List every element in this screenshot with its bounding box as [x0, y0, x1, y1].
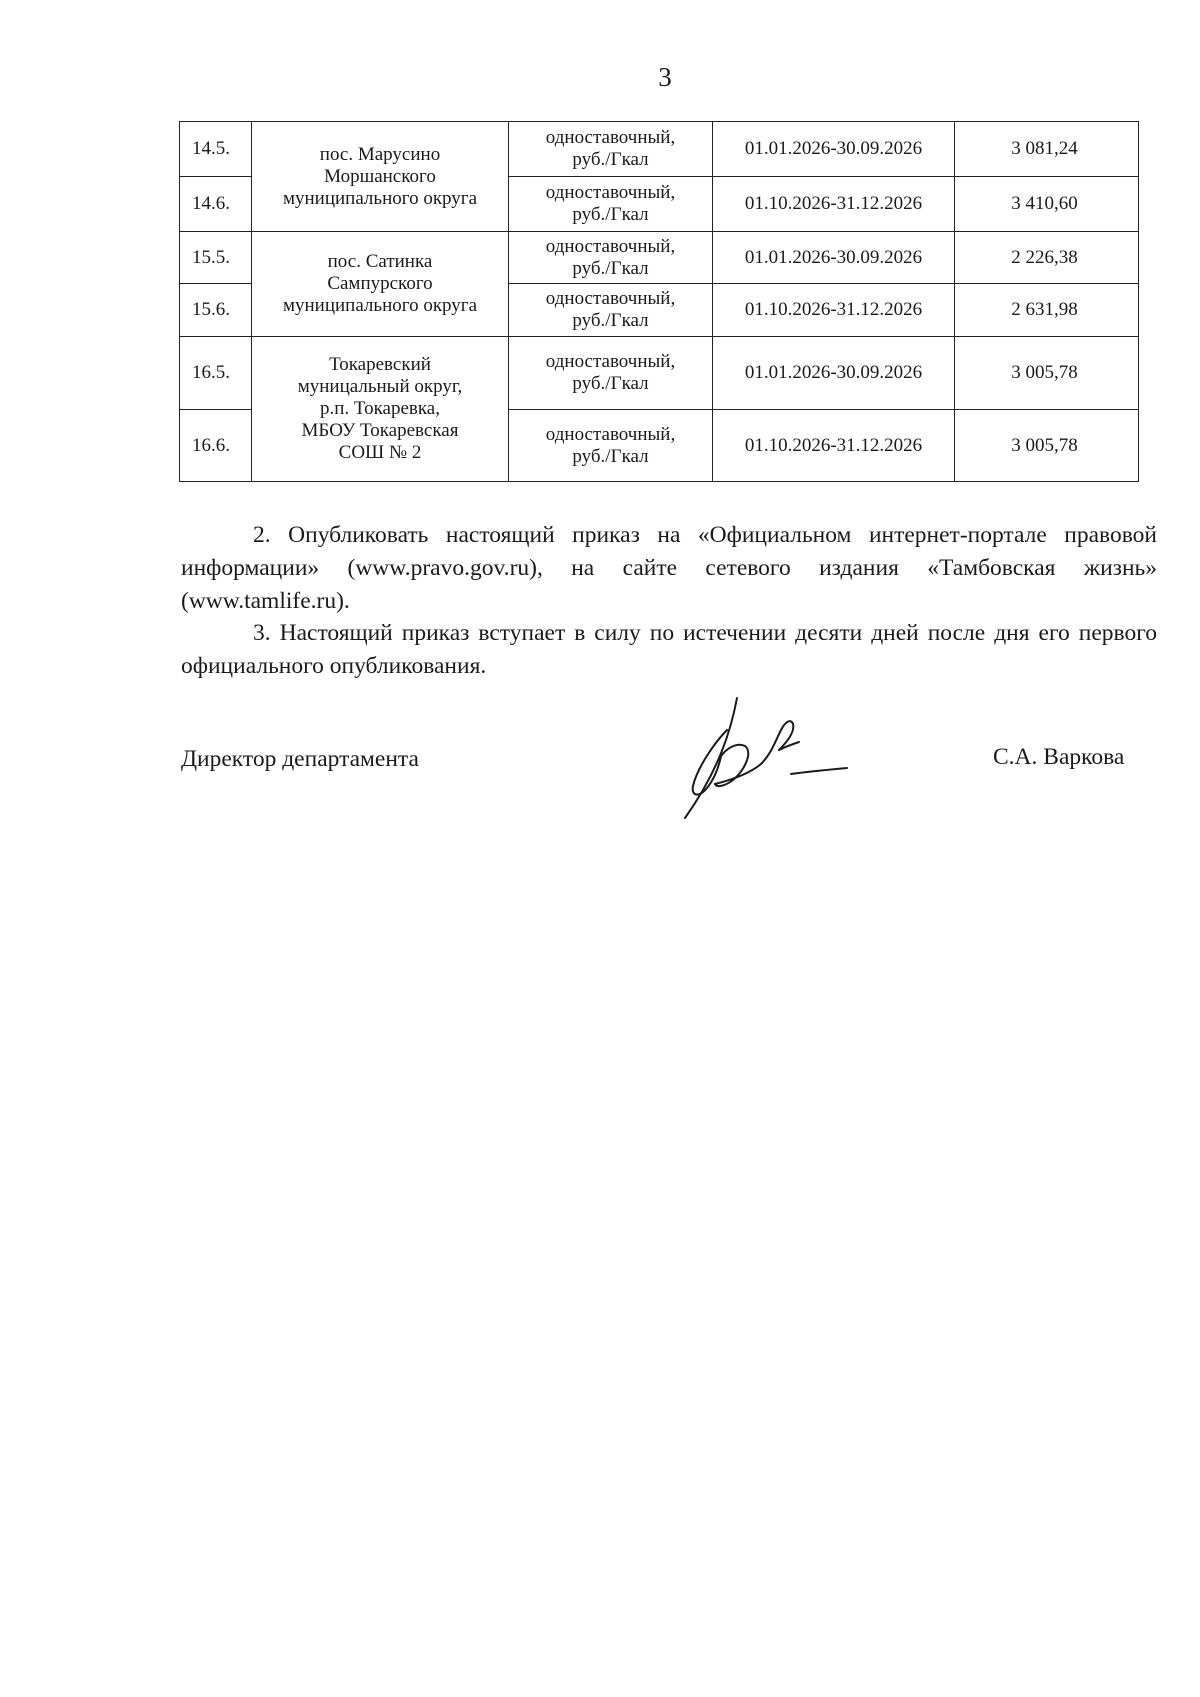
location-cell — [252, 122, 509, 232]
tariff-type-cell — [509, 122, 713, 177]
tariff-type-line: одноставочный, — [545, 288, 676, 309]
page-number: 3 — [658, 62, 672, 92]
tariff-value-cell: 3 005,78 — [955, 410, 1139, 482]
signatory-role: Директор департамента — [181, 746, 419, 772]
location-cell — [252, 337, 509, 482]
paragraph-publication: 2. Опубликовать настоящий приказ на «Официальном интернет-портале правовой информации» (www.pravo.gov.ru), на сайте сетевого издания «Тамбовская жизнь» (www.tamlife.ru). — [181, 522, 1157, 614]
row-number: 14.6. — [180, 177, 252, 232]
table-row — [180, 122, 1139, 177]
tariff-type-line: одноставочный, — [545, 127, 676, 148]
location-line: муниципального округа — [282, 187, 478, 209]
period-cell: 01.10.2026-31.12.2026 — [713, 410, 955, 482]
location-line: р.п. Токаревка, — [319, 398, 440, 419]
tariff-unit-line: руб./Гкал — [572, 310, 649, 331]
tariff-unit-line: руб./Гкал — [572, 445, 649, 467]
tariff-type-line: одноставочный, — [545, 182, 676, 203]
period-cell: 01.10.2026-31.12.2026 — [713, 284, 955, 337]
period-cell: 01.01.2026-30.09.2026 — [713, 122, 955, 177]
paragraph-effective-date: 3. Настоящий приказ вступает в силу по истечении десяти дней после дня его первого официального опубликования. — [181, 620, 1157, 679]
period-cell: 01.10.2026-31.12.2026 — [713, 177, 955, 232]
location-line: муниципального округа — [282, 295, 478, 316]
tariff-value-cell: 2 631,98 — [955, 284, 1139, 337]
location-line: пос. Сатинка — [327, 251, 433, 272]
location-line: Сампурского — [327, 273, 433, 294]
row-number: 14.5. — [180, 122, 252, 177]
tariff-unit-line: руб./Гкал — [572, 373, 649, 394]
tariff-unit-line: руб./Гкал — [572, 204, 649, 225]
location-line: МБОУ Токаревская — [301, 420, 459, 441]
tariff-type-cell — [509, 284, 713, 337]
signatory-name: С.А. Варкова — [993, 744, 1125, 770]
tariff-unit-line: руб./Гкал — [572, 257, 649, 279]
tariff-unit-line: руб./Гкал — [572, 149, 649, 170]
location-line: муницальный округ, — [297, 376, 463, 397]
table-row — [180, 337, 1139, 410]
tariff-value-cell: 3 081,24 — [955, 122, 1139, 177]
location-line: Токаревский — [329, 354, 431, 375]
tariff-table — [179, 121, 1139, 482]
row-number: 16.6. — [180, 410, 252, 482]
location-cell — [252, 232, 509, 337]
tariff-type-cell — [509, 232, 713, 284]
tariff-type-line: одноставочный, — [545, 235, 676, 257]
tariff-value-cell: 3 410,60 — [955, 177, 1139, 232]
tariff-type-cell — [509, 410, 713, 482]
row-number: 15.6. — [180, 284, 252, 337]
tariff-type-cell — [509, 337, 713, 410]
period-cell: 01.01.2026-30.09.2026 — [713, 232, 955, 284]
location-line: пос. Марусино — [319, 143, 441, 165]
tariff-type-line: одноставочный, — [545, 423, 676, 445]
period-cell: 01.01.2026-30.09.2026 — [713, 337, 955, 410]
table-row — [180, 232, 1139, 284]
tariff-type-line: одноставочный, — [545, 351, 676, 372]
tariff-value-cell: 3 005,78 — [955, 337, 1139, 410]
location-line: СОШ № 2 — [338, 442, 422, 463]
row-number: 16.5. — [180, 337, 252, 410]
location-line: Моршанского — [324, 165, 436, 187]
tariff-value-cell: 2 226,38 — [955, 232, 1139, 284]
tariff-type-cell — [509, 177, 713, 232]
row-number: 15.5. — [180, 232, 252, 284]
handwritten-signature — [675, 690, 855, 820]
